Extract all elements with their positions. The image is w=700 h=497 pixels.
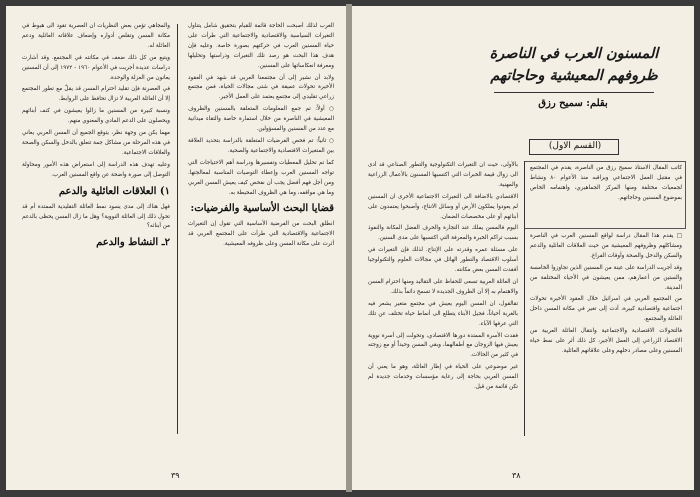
paragraph: في العصرنة فإن تقليد احترام المسن قد يقلّ مع تطور المجتمع إلا أن العائلة العربية لا تزال تحافظ على الروابط. [22,86,170,103]
author-byline: بقلم: سميح رزق [538,98,608,109]
paragraph: □ يقدم هذا المقال دراسة لواقع المسنين العرب في الناصرة ومشاكلهم وظروفهم المعيشية من حيث العلاقات العائلية والدعم والسكن والدخل والصحة وأوقات الفراغ. [530,233,682,259]
section-heading: قضايا البحث الأساسية والفرضيات: [190,203,334,215]
paragraph: غير موضوعي على الحياة في إطار العائلة، وهو ما يعني أن المسن العربي بحاجة إلى رعاية مؤسسات وخدمات جديدة لم تكن قائمة من قبل. [368,364,518,391]
left-page-col-right [188,22,334,434]
paragraph: انطلق البحث من الفرضية الأساسية التي تقول إن التغيرات الاجتماعية والاقتصادية التي طرأت على المجتمع العربي قد أثرت على مكانة المسن وعلى ظروفه المعيشية. [188,221,334,248]
title-underline [494,92,654,93]
paragraph: ويتبع من كل ذلك ضعف في مكانته في المجتمع. وقد أشارت دراسات عديدة أجريت في الأعوام ١٩٦٠ - ١٩٧٢ إلى أن المسنين يعانون من العزلة والوحدة. [22,54,170,81]
paragraph: والمجاهي تؤمن بعض النظريات ان العصرية تقود الى هبوط في مكانة المسن وتقلص أدواره وإضعاف علاقاته العائلية ودعم العائلة له. [22,23,170,49]
paragraph: من المجتمع العربي في اسرائيل خلال العقود الأخيرة تحولات اجتماعية واقتصادية كبيرة، أدت إلى تغير في مكانة المسن داخل العائلة والمجتمع. [530,296,682,323]
right-page-col-right [530,232,682,436]
page-number: ٣٨ [512,471,521,480]
left-page-col-left [22,22,170,434]
paragraph: وعليه تهدف هذه الدراسة إلى استعراض هذه الأمور ومحاولة التوصل إلى صورة واضحة عن واقع المسنين العرب. [22,161,170,178]
page-number: ٣٩ [171,471,180,480]
paragraph: على مسئلة عمره وقدرته على الإنتاج. لذلك فإن التغيرات في أسلوب الاقتصاد والتطور الهائل في مجالات العلوم والتكنولوجيا أفقدت المسن بعض مكانته. [368,247,518,274]
paragraph: فهل هناك إلى مدى يسود نمط العائلة التقليدية الممتدة أم قد تحول ذلك إلى العائلة النووية؟ وهل ما زال المسن يحظى بالدعم من أبنائه؟ [22,203,170,230]
paragraph: ○ أولاً: تم جمع المعلومات المتعلقة بالمسنين والظروف المعيشية في الناصرة من خلال استمارة خاصة والتقاء ميدانية مع عدد من المسنين والمسؤولين. [188,106,334,133]
paragraph: ○ ثانياً: تم فحص الفرضيات المتعلقة بالدراسة بتحديد العلاقة بين المتغيرات الاقتصادية والاجتماعية والصحية. [188,137,334,154]
author-intro: كاتب المقال الاستاذ سميح رزق من الناصرة، يقدم في المجتمع في مقتبل العمل الاجتماعي ويراقبه منذ الأعوام ٨٠ ونشاط لجمعيات مختلفة ومنها المركز الجماهيري، واهتمامه الخاص بموضوع المسنين وحاجاتهم. [530,165,682,201]
paragraph: الاقتصادي بالاضافة الى التغيرات الاجتماعية الأخرى ان المسنين لم يعودوا يملكون الأرض أو وسائل الانتاج، وأصبحوا يعتمدون على أبنائهم أو على مخصصات الضمان. [368,193,518,220]
article-title-line2: ظروفهم المعيشية وحاجاتهم [490,67,658,84]
paragraph: ان العائلة العربية تسعى للحفاظ على التقاليد ومنها احترام المسن والاهتمام به إلا أن الظروف الجديدة لا تسمح دائماً بذلك. [368,278,518,295]
right-page [352,6,694,490]
paragraph: ولابد أن نشير إلى أن مجتمعنا العربي قد شهد في العقود الأخيرة تحولات عميقة في شتى مجالات الحياة، فمن مجتمع زراعي تقليدي إلى مجتمع يعتمد على العمل الأجير. [188,74,334,101]
paragraph: وقد أجريت الدراسة على عينة من المسنين الذين تجاوزوا الخامسة والستين من أعمارهم، ممن يعيشون في الأحياء المختلفة من المدينة. [530,264,682,291]
item-heading-1: ١) العلاقات العائلية والدعم [58,185,170,197]
paragraph: فالتحولات الاقتصادية والاجتماعية وانتقال العائلة العربية من الاقتصاد الزراعي إلى العمل الأجير، كل ذلك أثر على نمط حياة المسنين وعلى مصادر دخلهم وعلى علاقاتهم العائلية. [530,328,682,354]
paragraph: اليوم فالمسن يملك عند التجارة والحرف الفضل المكانة والنفوذ بسبب تراكم الخبرة والمعرفة التي اكتسبها على مدى السنين. [368,225,518,242]
paragraph: تقالقول، ان المسن اليوم يعيش في مجتمع متغير يشعر فيه بالغربة أحياناً، فجيل الأبناء يتطلع الى أنماط حياة تختلف عن تلك التي عرفها الآباء. [368,300,518,327]
paragraph: ونسبة كبيرة من المسنين ما زالوا يعيشون في كنف أبنائهم ويحصلون على الدعم المادي والمعنوي منهم. [22,108,170,125]
column-divider [524,161,525,436]
paragraph: بالأولى، حيث ان التغيرات التكنولوجية والتطور الصناعي قد أدى الى زوال قيمة الخبرات التي اكتسبها المسنون بالأعمال الزراعية والمهنية. [368,162,518,188]
item-heading-2: ٢ـ النشاط والدعم [96,237,170,249]
article-title-line1: المسنون العرب في الناصرة [489,45,659,62]
paragraph: فقدت الأسرة الممتدة دورها الاقتصادي، وتحولت إلى أسرة نووية يعيش فيها الزوجان مع أطفالهما، وبقي المسن وحيداً أو مع زوجته في كثير من الحالات. [368,332,518,359]
right-page-col-left [368,161,518,437]
column-divider [177,24,178,434]
paragraph: كما تم تحليل المعطيات وتفسيرها ودراسة أهم الاحتياجات التي تواجه المسنين العرب وإعطاء التوصيات المناسبة لمعالجتها. ومن أجل فهم أفضل يجب أن نفحص كيف يعيش المسن العربي وما هي مواقفه، وما هي الظروف المحيطة به. [188,159,334,196]
section-label: (القسم الاول) [548,141,602,151]
left-page [6,6,346,490]
paragraph: مهما يكن من وجهة نظر، يتوقع الجميع أن المسن العربي يعاني في هذه المرحلة من مشاكل جمة تتعلق بالدخل والسكن والصحة والعلاقات الاجتماعية. [22,130,170,156]
paragraph: الغرب لذلك أصبحت الحاجة قائمة للقيام بتحقيق شامل يتناول التغيرات السياسية والاقتصادية والاجتماعية التي طرأت على حياة المسنين العرب في حركتهم بصورة خاصة. وعليه فإن هدف هذا البحث هو رصد تلك التغيرات ودراستها وتحليلها ومعرفة انعكاساتها على المسنين. [188,23,334,69]
